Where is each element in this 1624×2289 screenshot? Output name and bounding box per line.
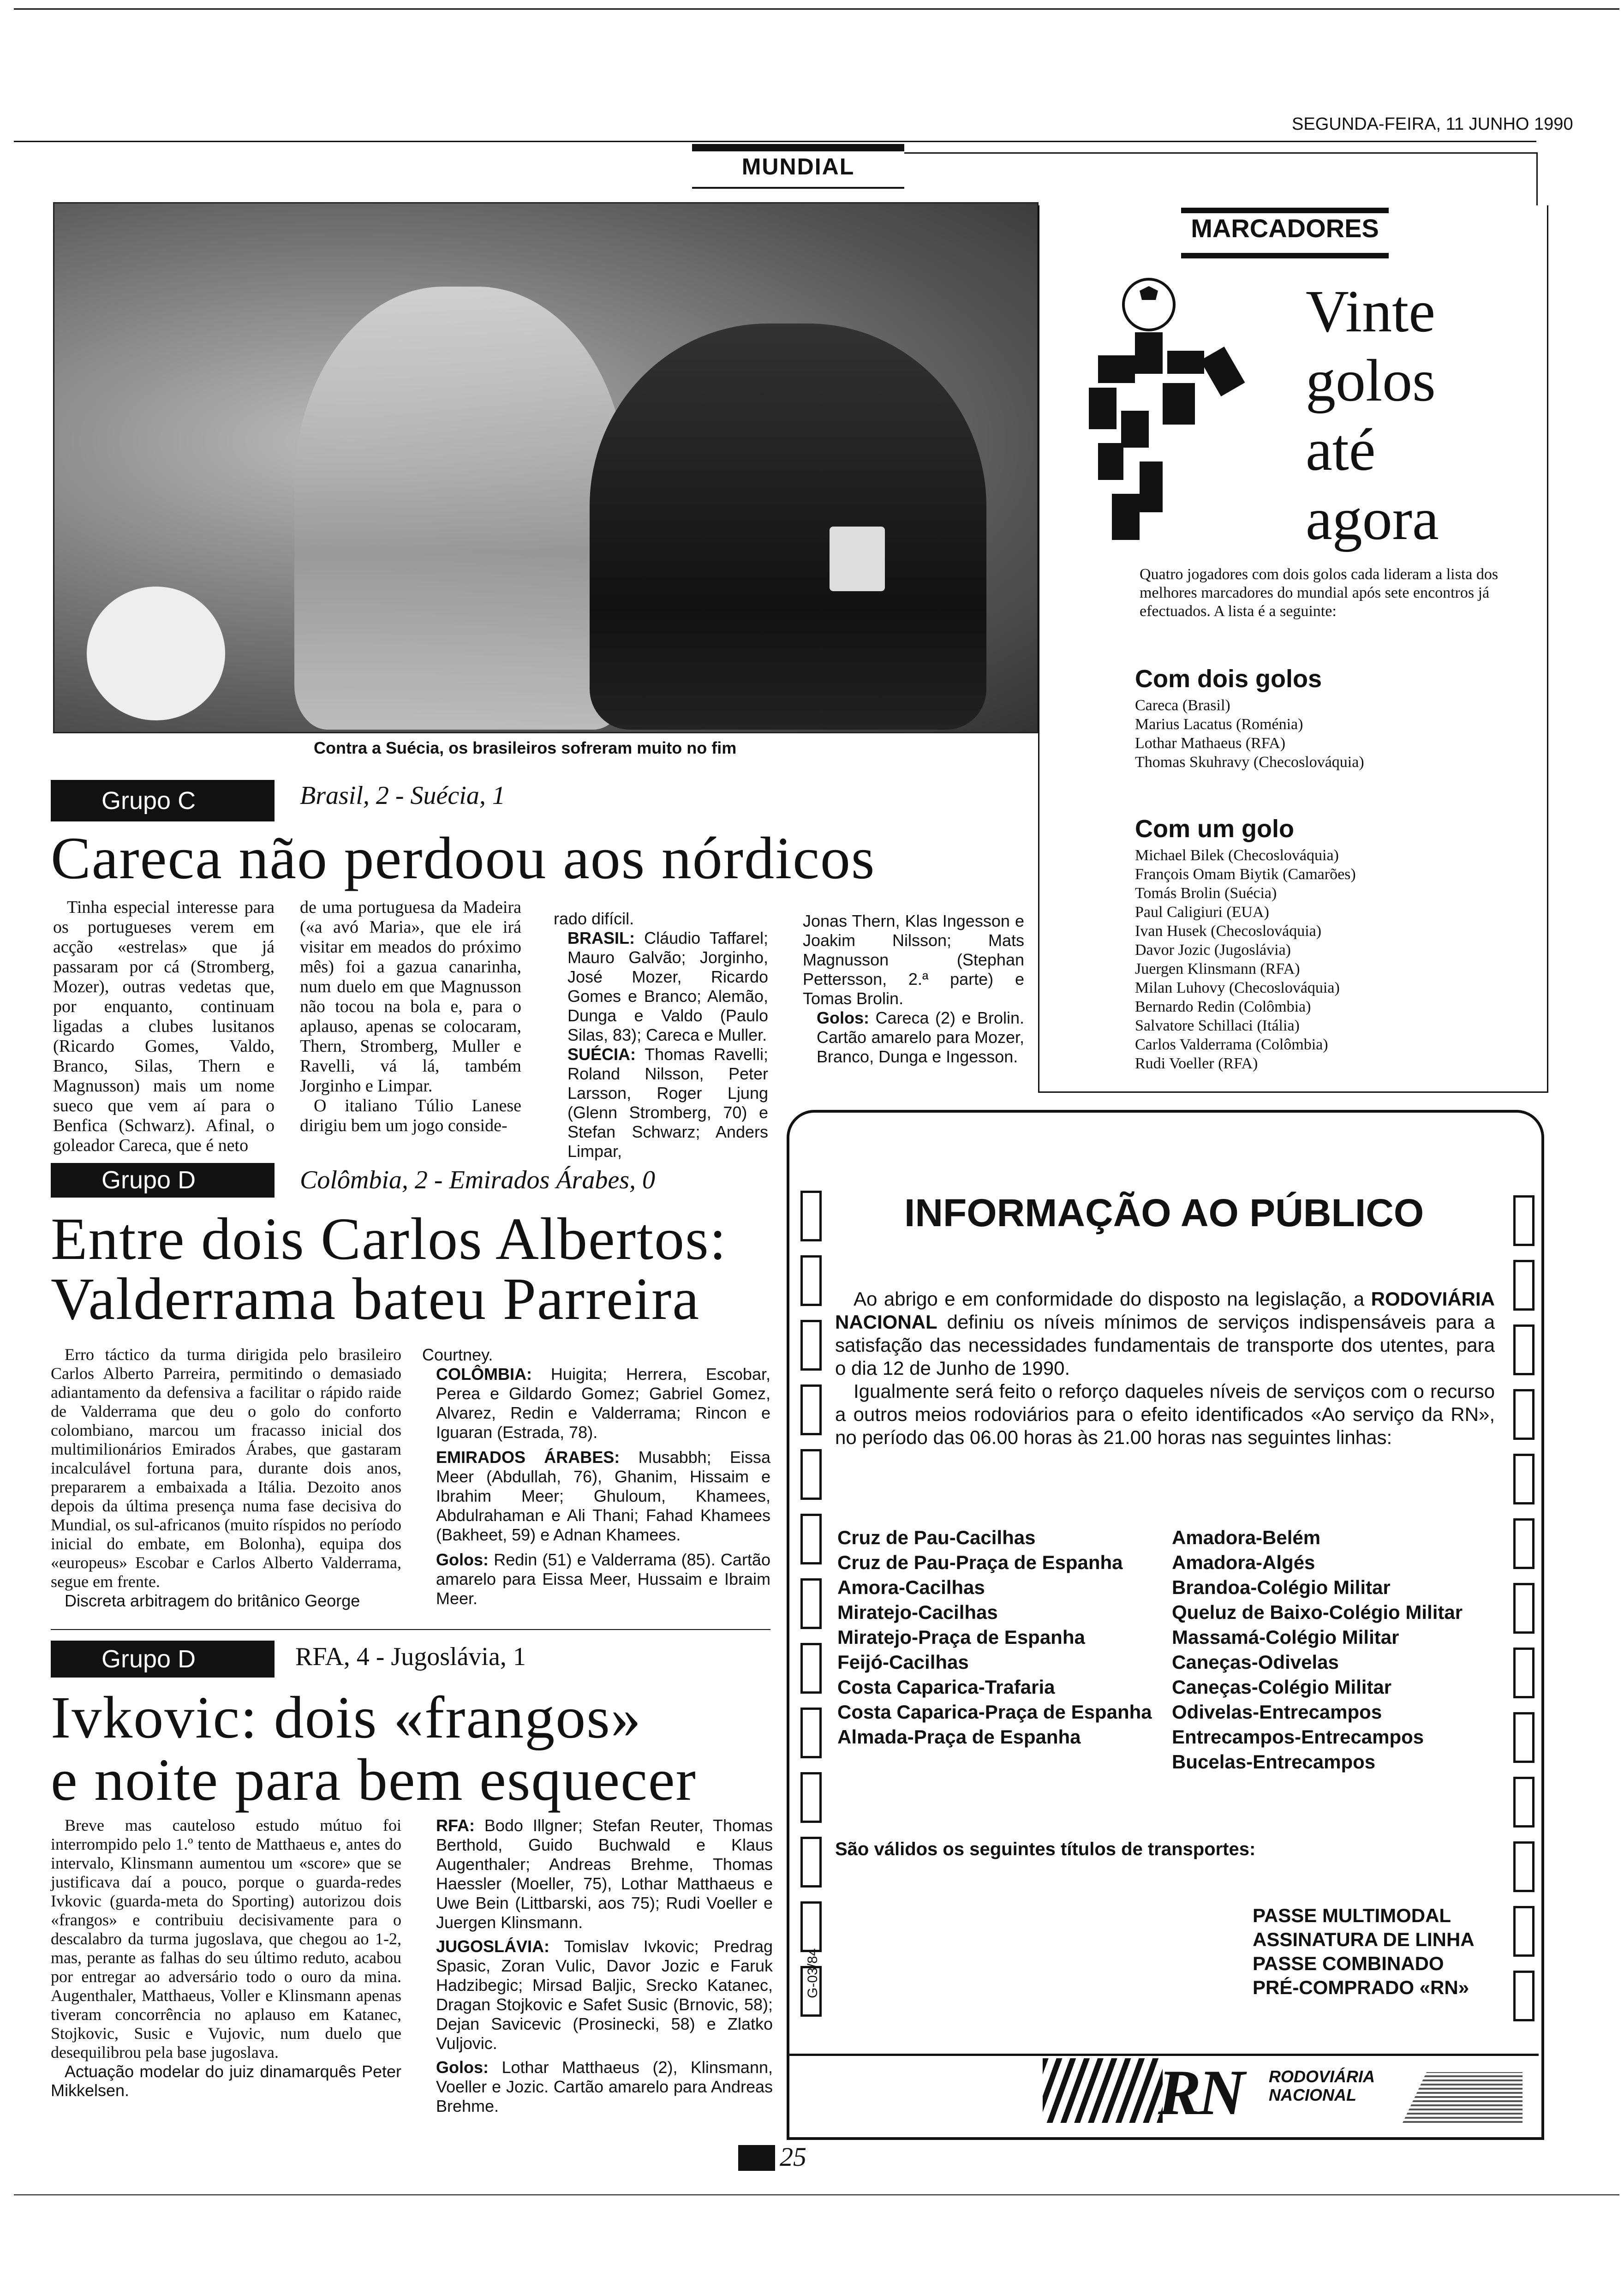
border-block [1513,1454,1534,1504]
story-c-col3: rado difícil. BRASIL: Cláudio Taffarel; Mauro Galvão; Jorginho, José Mozer, Ricardo Gomes e Branco; Alemão, Dunga e Valdo (Paulo Silas, 83); Careca e Muller. SUÉCIA: Thomas Ravelli; Roland Nilsson, Peter Larsson, Roger Ljung (Glenn Stromberg, 70) e Stefan Schwarz; Anders Limpar, [554,909,768,1161]
border-block [800,1384,822,1435]
football [87,587,225,720]
bus-line: Miratejo-Praça de Espanha [837,1626,1085,1648]
scorer-row: Thomas Skuhravy (Checoslováquia) [1135,754,1364,771]
border-block [1513,1324,1534,1375]
ad-lines-right [1172,1525,1504,1774]
player-brazil [294,287,627,730]
story-c-col4: Jonas Thern, Klas Ingesson e Joakim Nilsson; Mats Magnusson (Stephan Pettersson, 2.ª parte) e Tomas Brolin. Golos: Careca (2) e Brolin. Cartão amarelo para Mozer, Branco, Dunga e Ingesson. [803,911,1024,1066]
ad-body: Ao abrigo e em conformidade do disposto na legislação, a RODOVIÁRIA NACIONAL definiu os níveis mínimos de serviços indispensáveis para a satisfação das necessidades fundamentais de transporte dos utentes, para o dia 12 de Junho de 1990. Igualmente será feito o reforço daqueles níveis de serviços com o recurso a outros meios rodoviários para o efeito identificados «Ao serviço da RN», no período das 06.00 horas às 21.00 horas nas seguintes linhas: [835,1288,1495,1448]
headline-d2: Ivkovic: dois «frangos» e noite para bem esquecer [51,1684,697,1813]
border-block [800,1191,822,1241]
shirt-badge-icon [830,527,885,591]
story-d1-col2: Courtney. COLÔMBIA: Huigita; Herrera, Escobar, Perea e Gildardo Gomez; Gabriel Gomez, Alvarez, Redin e Valderrama; Rincon e Iguaran (Estrada, 78). EMIRADOS ÁRABES: Musabbh; Eissa Meer (Abdullah, 76), Ghanim, Hissaim e Ibrahim Meer; Ghuloum, Khamees, Abdulrahaman e Ali Thani; Fahad Khamees (Bakheet, 59) e Adnan Khamees. Golos: Redin (51) e Valderrama (85). Cartão amarelo para Eissa Meer, Hussaim e Ibraim Meer. [422,1345,770,1608]
border-block [800,1901,822,1952]
bus-line: Amadora-Belém [1172,1527,1321,1548]
bus-line: Brandoa-Colégio Militar [1172,1576,1391,1598]
bus-line: Cruz de Pau-Cacilhas [837,1527,1036,1548]
scorer-row: Bernardo Redin (Colômbia) [1135,998,1311,1015]
border-block [800,1320,822,1371]
border-block [1513,1648,1534,1698]
scorer-row: Davor Jozic (Jugoslávia) [1135,941,1291,959]
border-block [1513,1583,1534,1634]
bus-line: Massamá-Colégio Militar [1172,1626,1399,1648]
scorer-row: Tomás Brolin (Suécia) [1135,885,1277,902]
group-label-d2: Grupo D [51,1641,275,1678]
bus-line: Entrecampos-Entrecampos [1172,1726,1424,1748]
border-block [1513,1195,1534,1246]
bus-line: Almada-Praça de Espanha [837,1726,1081,1748]
ad-title: INFORMAÇÃO AO PÚBLICO [904,1191,1424,1234]
group-label-d1: Grupo D [51,1163,275,1198]
match-score-d2: RFA, 4 - Jugoslávia, 1 [295,1642,526,1671]
scorer-row: Careca (Brasil) [1135,697,1230,714]
scorers-two-goals: Com dois golos Careca (Brasil) Marius Lacatus (Roménia) Lothar Mathaeus (RFA) Thomas Skuhravy (Checoslováquia) [1135,665,1550,772]
match-photo [53,202,1039,733]
border-block [1513,1518,1534,1569]
border-block [1513,1777,1534,1828]
scorer-row: Salvatore Schillaci (Itália) [1135,1017,1300,1034]
scorer-row: Milan Luhovy (Checoslováquia) [1135,979,1340,996]
rn-logo: RN [1158,2057,1242,2128]
match-score-c: Brasil, 2 - Suécia, 1 [300,781,505,810]
border-block [800,1578,822,1629]
border-block [1513,1841,1534,1892]
border-block [800,1837,822,1888]
logo-stripes-icon [1043,2058,1163,2123]
match-score-d1: Colômbia, 2 - Emirados Árabes, 0 [300,1166,655,1194]
newspaper-logo-icon [738,2145,775,2171]
bus-line: Queluz de Baixo-Colégio Militar [1172,1601,1463,1623]
border-block [800,1643,822,1694]
border-block [1513,1389,1534,1440]
rn-logo-text: RODOVIÁRIA NACIONAL [1269,2067,1375,2104]
border-block [800,1772,822,1823]
scorer-row: Paul Caligiuri (EUA) [1135,904,1269,921]
border-block [800,1255,822,1306]
story-d2-col2: RFA: Bodo Illgner; Stefan Reuter, Thomas Berthold, Guido Buchwald e Klaus Augenthaler; Andreas Brehme, Thomas Haessler (Moeller, 75), Lothar Matthaeus e Uwe Bein (Littbarski, aos 75); Rudi Voeller e Juergen Klinsmann. JUGOSLÁVIA: Tomislav Ivkovic; Predrag Spasic, Zoran Vulic, Davor Jozic e Faruk Hadzibegic; Mirsad Baljic, Srecko Katanec, Dragan Stojkovic e Safet Susic (Brnovic, 58); Dejan Savicevic (Prosinecki, 58) e Zlatko Vuljovic. Golos: Lothar Matthaeus (2), Klinsmann, Voeller e Jozic. Cartão amarelo para Andreas Brehme. [436,1816,773,2115]
headline-d1: Entre dois Carlos Albertos: Valderrama bateu Parreira [51,1206,727,1332]
story-c-col2: de uma portuguesa da Madeira («a avó Maria», que ele irá visitar em meados do próximo mês) foi a gazua canarinha, num duelo em que Magnusson não tocou na bola e, para o aplauso, apenas se colocaram, Thern, Stromberg, Muller e Ravelli, vá lá, também Jorginho e Limpar. O italiano Túlio Lanese dirigiu bem um jogo conside- [300,898,521,1135]
story-c-col1: Tinha especial interesse para os portugueses verem em acção «estrelas» que já passaram por cá (Stromberg, Mozer), outras vedetas que, por enquanto, continuam ligadas a clubes lusitanos (Ricardo Gomes, Valdo, Branco, Silas, Thern e Magnusson) mais um nome sueco que vem aí para o Benfica (Schwarz). Afinal, o goleador Careca, que é neto [53,898,275,1155]
border-block [1513,1971,1534,2021]
border-block [800,1514,822,1564]
bus-line: Bucelas-Entrecampos [1172,1751,1376,1773]
scorer-row: Juergen Klinsmann (RFA) [1135,960,1300,977]
ad-titles-label: São válidos os seguintes títulos de transportes: [835,1839,1256,1859]
border-block [1513,1906,1534,1957]
bus-line: Amora-Cacilhas [837,1576,985,1598]
border-block [800,1708,822,1758]
scorers-headline: Vinte golos até agora [1306,278,1439,552]
bus-line: Costa Caparica-Trafaria [837,1676,1055,1698]
headline-c: Careca não perdoou aos nórdicos [51,825,876,892]
player-sweden [590,324,986,730]
scorer-row: Michael Bilek (Checoslováquia) [1135,847,1339,864]
group-label-c: Grupo C [51,780,275,821]
bus-line: Cruz de Pau-Praça de Espanha [837,1552,1123,1573]
bus-line: Amadora-Algés [1172,1552,1315,1573]
bus-line: Caneças-Colégio Militar [1172,1676,1392,1698]
scorers-intro: Quatro jogadores com dois golos cada lideram a lista dos melhores marcadores do mundial após sete encontros já efectuados. A lista é a seguinte: [1140,566,1499,620]
border-block [1513,1712,1534,1763]
page-date: SEGUNDA-FEIRA, 11 JUNHO 1990 [1292,114,1573,134]
scorer-row: Carlos Valderrama (Colômbia) [1135,1036,1328,1053]
bus-line: Feijó-Cacilhas [837,1651,969,1673]
bus-line: Odivelas-Entrecampos [1172,1701,1382,1723]
story-d1-col1: Erro táctico da turma dirigida pelo brasileiro Carlos Alberto Parreira, permitindo o demasiado adiantamento da defensiva a facilitar o rápido raide de Valderrama que deu o golo do conforto colombiano, marcou um fracasso inicial dos multimilionários Emirados Árabes, que gastaram incalculável fortuna para, durante dois anos, prepararem a embaixada a Itália. Dezoito anos depois da última presença numa fase decisiva do Mundial, os sul-africanos (muito ríspidos no período inicial do embate, em Bolonha), equipa dos «europeus» Escobar e Carlos Alberto Valderrama, segue em frente. Discreta arbitragem do britânico George [51,1345,401,1610]
scorer-row: François Omam Biytik (Camarões) [1135,866,1356,883]
scorer-row: Ivan Husek (Checoslováquia) [1135,923,1322,940]
border-block [1513,1260,1534,1311]
ad-ticket-types: PASSE MULTIMODAL ASSINATURA DE LINHA PASSE COMBINADO PRÉ-COMPRADO «RN» [1253,1905,1475,1998]
ad-code: G-03/84 [805,1948,820,1998]
border-block [800,1449,822,1500]
scorer-row: Rudi Voeller (RFA) [1135,1055,1258,1072]
mascot-icon [1070,272,1283,549]
ad-lines-left [837,1525,1170,1750]
scorer-row: Marius Lacatus (Roménia) [1135,716,1303,733]
bus-line: Costa Caparica-Praça de Espanha [837,1701,1152,1723]
scorers-title: MARCADORES [1191,214,1379,243]
photo-caption: Contra a Suécia, os brasileiros sofreram muito no fim [314,738,737,757]
bus-line: Caneças-Odivelas [1172,1651,1339,1673]
story-d2-col1: Breve mas cauteloso estudo mútuo foi interrompido pelo 1.º tento de Matthaeus e, antes do intervalo, Klinsmann aumentou um «score» que se justificava daí a pouco, porque o guarda-redes Ivkovic (guarda-meta do Sporting) autorizou dois «frangos» e contribuiu decisivamente para o descalabro da turma jugoslava, que chegou ao 1-2, mas, perante as falhas do seu último reduto, acabou por entregar ao adversário todo o ouro da mina. Augenthaler, Matthaeus, Voller e Klinsmann apenas tiveram concorrência no aplauso em Katanec, Stojkovic, Susic e Vujovic, num duelo que desequilibrou pela base jugoslava. Actuação modelar do juiz dinamarquês Peter Mikkelsen. [51,1816,401,2100]
page-number: 25 [780,2142,806,2172]
scorer-row: Lothar Mathaeus (RFA) [1135,735,1286,752]
bus-line: Miratejo-Cacilhas [837,1601,998,1623]
scorers-one-goal: Com um golo Michael Bilek (Checoslováquia) François Omam Biytik (Camarões) Tomás Brolin (Suécia) Paul Caligiuri (EUA) Ivan Husek (Checoslováquia) Davor Jozic (Jugoslávia) Juergen Klinsmann (RFA) Milan Luhovy (Checoslováquia) Bernardo Redin (Colômbia) Salvatore Schillaci (Itália) Carlos Valderrama (Colômbia) Rudi Voeller (RFA) [1135,815,1550,1073]
section-title: MUNDIAL [741,154,855,180]
